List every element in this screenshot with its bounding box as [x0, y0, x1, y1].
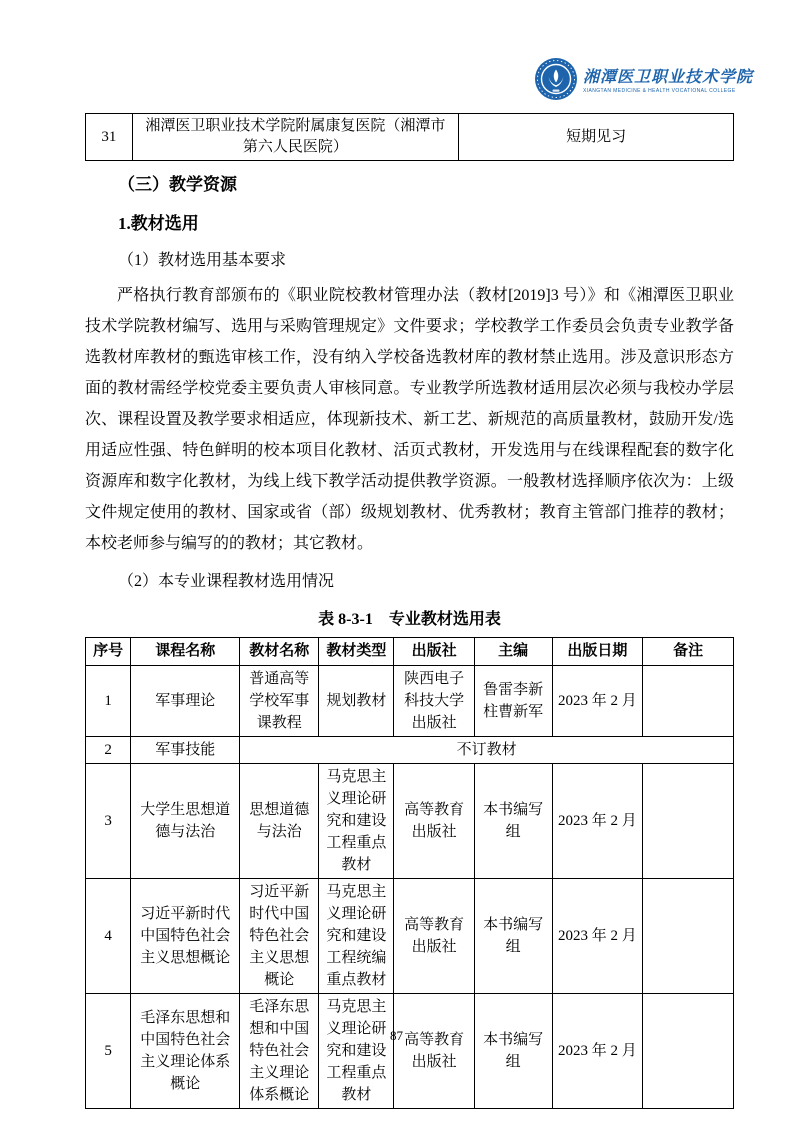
- hospital-name: 湘潭医卫职业技术学院附属康复医院（湘潭市第六人民医院）: [132, 114, 459, 161]
- textbook-type: 马克思主义理论研究和建设工程重点教材: [319, 764, 394, 879]
- college-emblem-icon: [534, 57, 578, 106]
- publisher: 高等教育出版社: [394, 879, 474, 994]
- section-heading: （三）教学资源: [118, 175, 237, 194]
- remark: [643, 764, 734, 879]
- publisher: 高等教育出版社: [394, 994, 474, 1109]
- column-header: 课程名称: [131, 638, 240, 666]
- body-paragraph: 严格执行教育部颁布的《职业院校教材管理办法（教材[2019]3 号）》和《湘潭医卫职业技术学院教材编写、选用与采购管理规定》文件要求；学校教学工作委员会负责专业教学备选教材库教材的甄选审核工作，没有纳入学校备选教材库的教材禁止选用。涉及意识形态方面的教材需经学校党委主要负责人审核同意。专业教学所选教材适用层次必须与我校办学层次、课程设置及教学要求相适应，体现新技术、新工艺、新规范的高质量教材，鼓励开发/选用适应性强、特色鲜明的校本项目化教材、活页式教材，开发选用与在线课程配套的数字化资源库和数字化教材，为线上线下教学活动提供教学资源。一般教材选择顺序依次为：上级文件规定使用的教材、国家或省（部）级规划教材、优秀教材；教育主管部门推荐的教材；本校老师参与编写的的教材；其它教材。: [85, 287, 734, 552]
- textbook-name: 习近平新时代中国特色社会主义思想概论: [240, 879, 319, 994]
- table-title: 表 8-3-1 专业教材选用表: [318, 611, 501, 628]
- subsection-heading: 1.教材选用: [118, 214, 199, 233]
- item-heading-1: （1）教材选用基本要求: [118, 252, 287, 269]
- publish-date: 2023 年 2 月: [552, 879, 643, 994]
- chief-editor: 鲁雷李新柱曹新军: [474, 666, 552, 737]
- textbook-type: 马克思主义理论研究和建设工程统编重点教材: [319, 879, 394, 994]
- chief-editor: 本书编写组: [474, 879, 552, 994]
- page-content: [85, 113, 734, 1109]
- page-number: 87: [390, 1028, 403, 1043]
- publish-date: 2023 年 2 月: [552, 994, 643, 1109]
- row-number: 5: [86, 994, 131, 1109]
- publish-date: 2023 年 2 月: [552, 666, 643, 737]
- remark: [643, 994, 734, 1109]
- table-row: [86, 666, 734, 737]
- publisher: 高等教育出版社: [394, 764, 474, 879]
- column-header: 教材名称: [240, 638, 319, 666]
- item-heading-2: （2）本专业课程教材选用情况: [118, 573, 335, 590]
- column-header: 主编: [474, 638, 552, 666]
- no-textbook-note: 不订教材: [240, 737, 734, 764]
- column-header: 出版日期: [552, 638, 643, 666]
- course-name: 军事技能: [131, 737, 240, 764]
- row-number: 1: [86, 666, 131, 737]
- chief-editor: 本书编写组: [474, 994, 552, 1109]
- column-header: 备注: [643, 638, 734, 666]
- publish-date: 2023 年 2 月: [552, 764, 643, 879]
- table-row: [86, 994, 734, 1109]
- table-row: [86, 114, 734, 161]
- chief-editor: 本书编写组: [474, 764, 552, 879]
- remark: [643, 879, 734, 994]
- row-number: 3: [86, 764, 131, 879]
- column-header: 教材类型: [319, 638, 394, 666]
- publisher: 陕西电子科技大学出版社: [394, 666, 474, 737]
- hospital-row-number: 31: [86, 114, 133, 161]
- column-header: 序号: [86, 638, 131, 666]
- course-name: 军事理论: [131, 666, 240, 737]
- column-header: 出版社: [394, 638, 474, 666]
- textbook-name: 毛泽东思想和中国特色社会主义理论体系概论: [240, 994, 319, 1109]
- college-name-cn: 湘潭医卫职业技术学院: [583, 69, 754, 86]
- textbook-type: 马克思主义理论研究和建设工程重点教材: [319, 994, 394, 1109]
- course-name: 毛泽东思想和中国特色社会主义理论体系概论: [131, 994, 240, 1109]
- college-logo: [534, 57, 753, 106]
- hospital-table: [85, 113, 734, 161]
- textbook-name: 思想道德与法治: [240, 764, 319, 879]
- table-row: [86, 737, 734, 764]
- table-row: [86, 879, 734, 994]
- course-name: 习近平新时代中国特色社会主义思想概论: [131, 879, 240, 994]
- row-number: 2: [86, 737, 131, 764]
- textbook-name: 普通高等学校军事课教程: [240, 666, 319, 737]
- textbook-type: 规划教材: [319, 666, 394, 737]
- table-row: [86, 764, 734, 879]
- remark: [643, 666, 734, 737]
- table-header-row: [86, 638, 734, 666]
- course-name: 大学生思想道德与法治: [131, 764, 240, 879]
- internship-type: 短期见习: [459, 114, 734, 161]
- row-number: 4: [86, 879, 131, 994]
- college-name-en: XIANGTAN MEDICINE & HEALTH VOCATIONAL COLLEGE: [583, 88, 736, 94]
